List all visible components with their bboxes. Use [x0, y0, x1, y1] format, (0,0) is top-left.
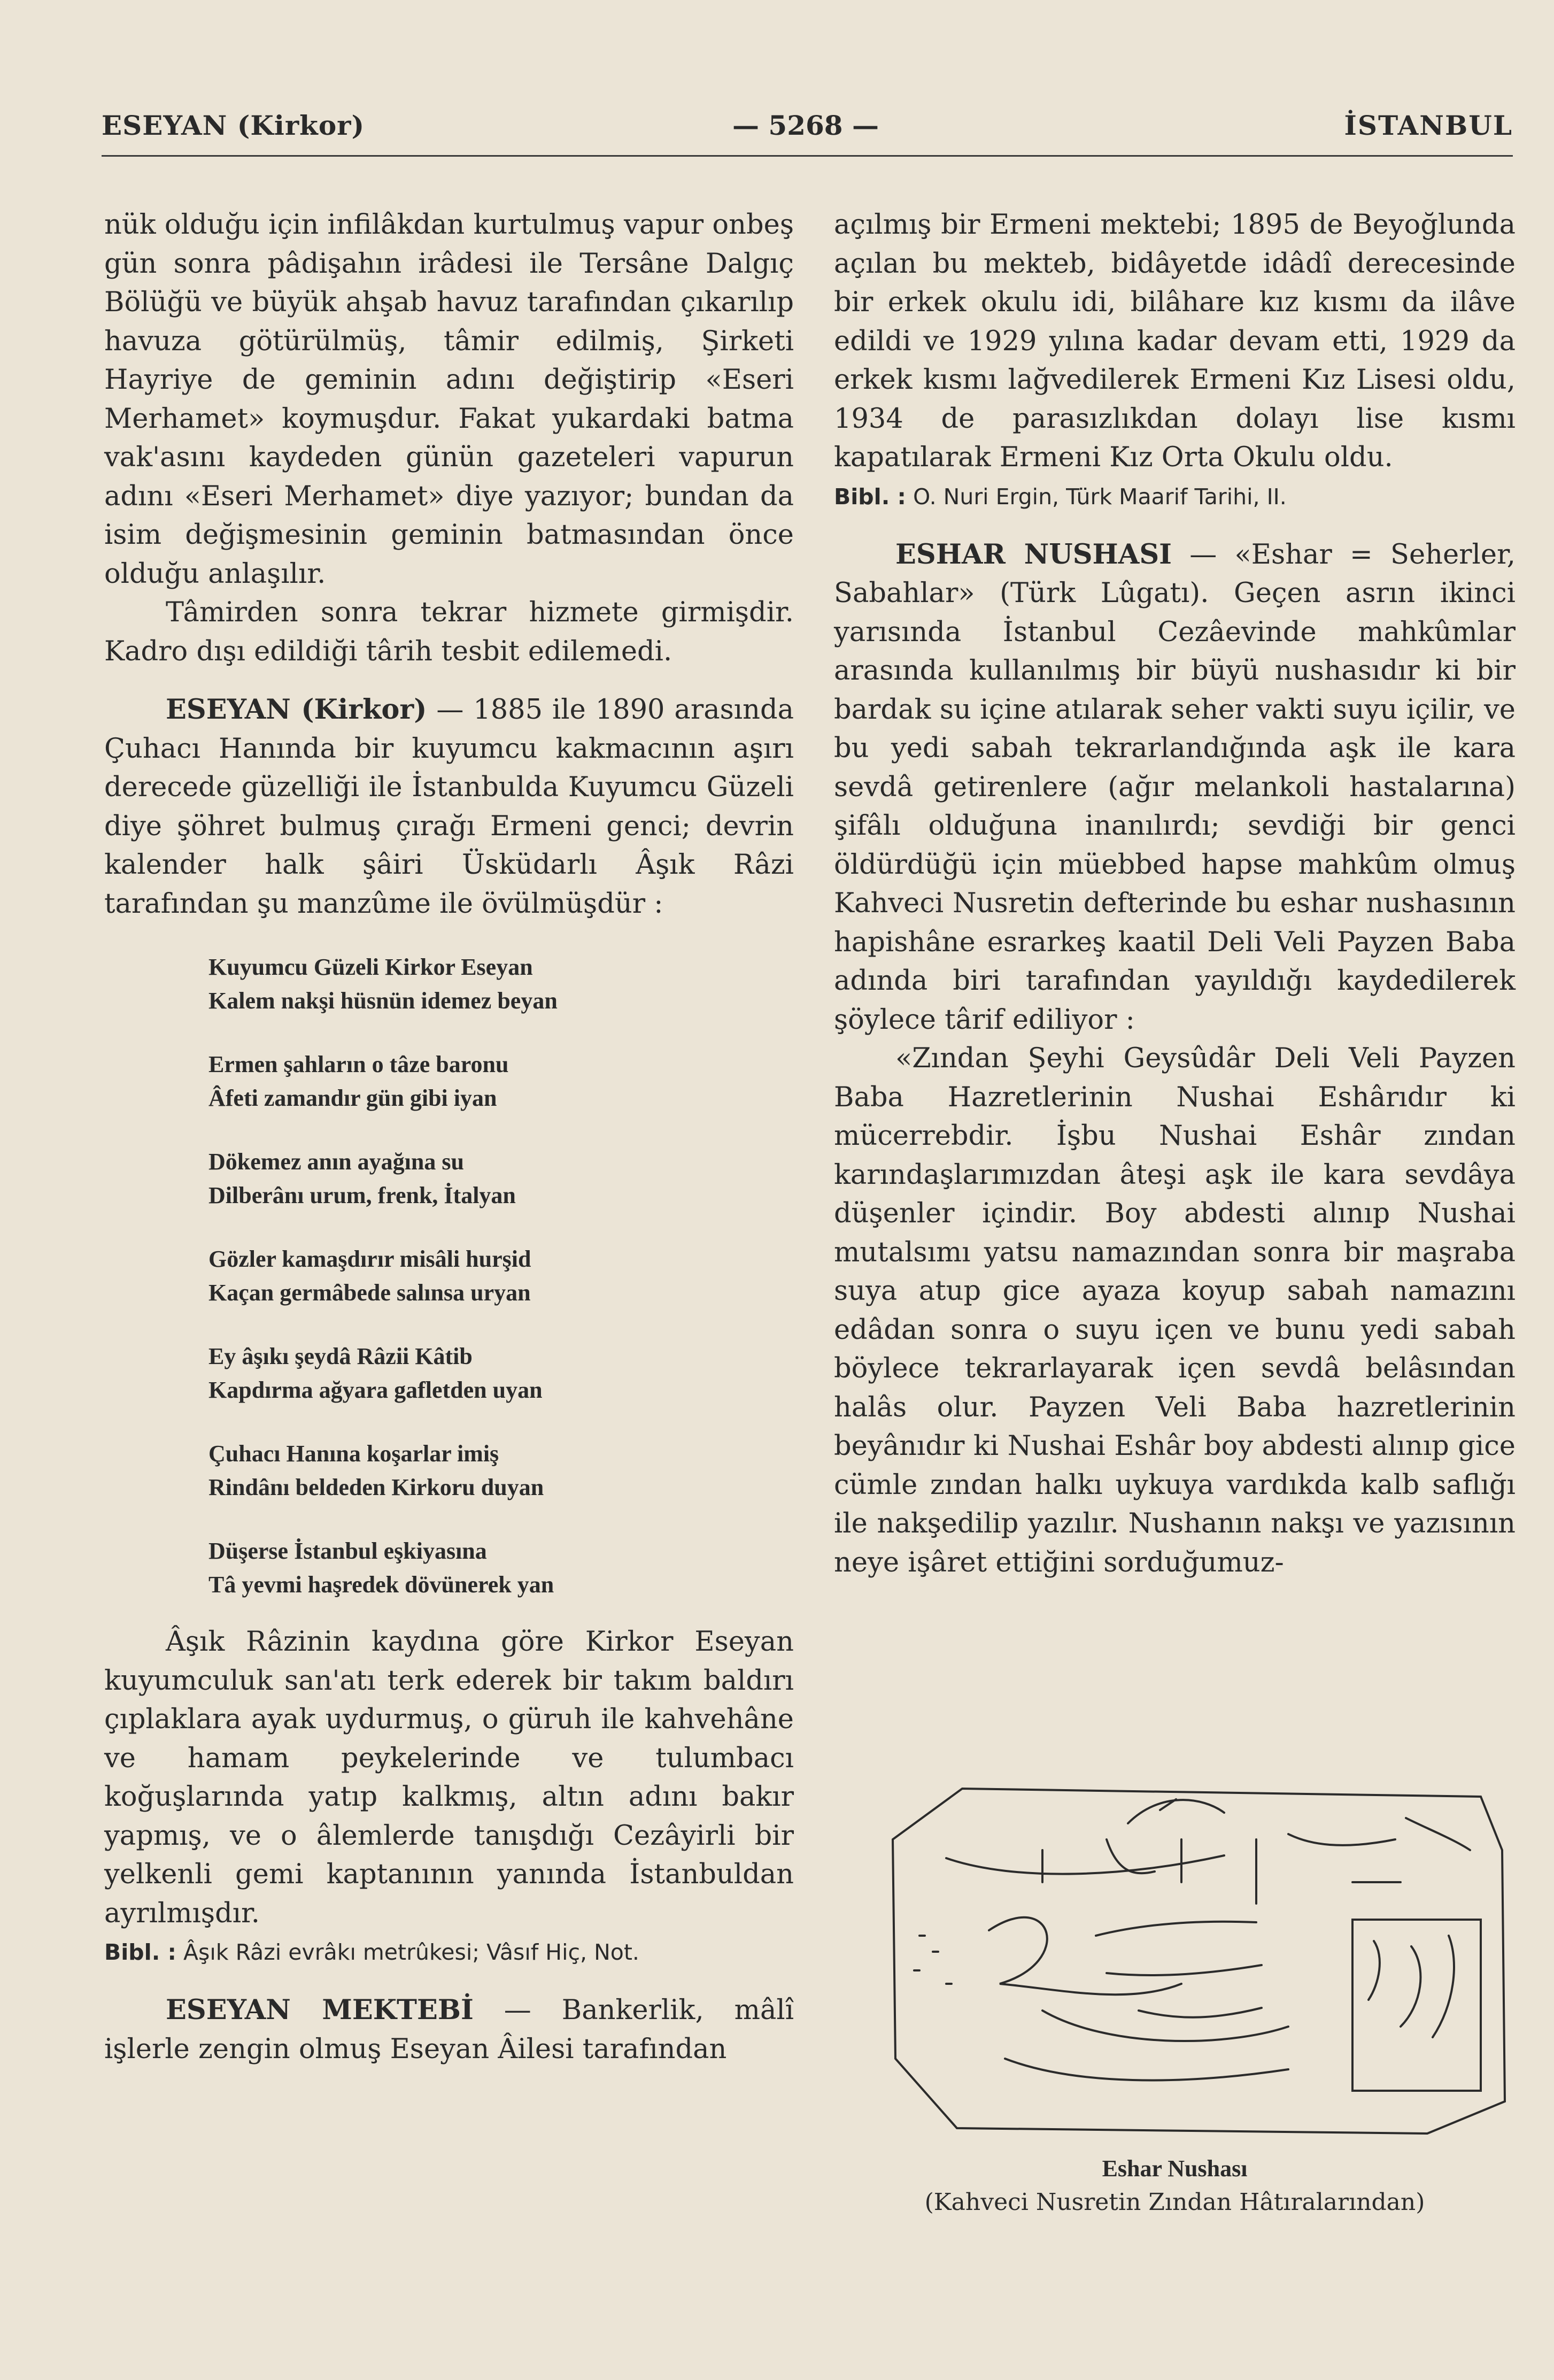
left-dots	[914, 1936, 952, 1984]
entry-title: ESEYAN MEKTEBİ	[166, 1994, 474, 2026]
frame-outline	[893, 1789, 1505, 2133]
quotation: «Zından Şeyhi Geysûdâr Deli Veli Payzen Baba Hazretlerinin Nushai Eshârıdır ki mücerrebdir. İşbu Nushai Eshâr zından karındaşlarımızdan âteşi aşk ile kara sevdâya düşenler içindir. Boy abdesti alınıp Nushai mutalsımı yatsu namazından sonra bir maşraba suya atup gice ayaza koyup sabah namazını edâdan sonra o suyu içen ve bunu yedi sabah böylece tekrarlayarak içen sevdâ belâsından halâs olur. Payzen Veli Baba hazretlerinin beyânıdır ki Nushai Eshâr boy abdesti alınıp gice cümle zından halkı uykuya vardıkda kalb saflığı ile nakşedilip yazılır. Nushanın nakşı ve yazısının neye işâret ettiğini sorduğumuz-	[834, 1043, 1516, 1578]
poem-line: Çuhacı Hanına koşarlar imiş	[208, 1441, 499, 1467]
figure-caption-source: (Kahveci Nusretin Zından Hâtıralarından)	[924, 2189, 1425, 2216]
poem-stanza	[208, 1047, 794, 1115]
script-hu-mark	[1128, 1799, 1224, 1823]
poem-line: Gözler kamaşdırır misâli hurşid	[208, 1246, 531, 1272]
poem-line: Ermen şahların o tâze baronu	[208, 1051, 509, 1077]
poem-stanza	[208, 1339, 794, 1407]
poem-stanza	[208, 1437, 794, 1504]
script-loops	[989, 1917, 1288, 2081]
bibliography	[834, 477, 1516, 516]
poem-line: Tâ yevmi haşredek dövünerek yan	[208, 1572, 554, 1598]
bibliography-text: Âşık Râzi evrâkı metrûkesi; Vâsıf Hiç, Not.	[183, 1939, 639, 1965]
bibliography-label: Bibl. :	[834, 483, 906, 510]
poem-stanza	[208, 950, 794, 1018]
poem-line: Kalem nakşi hüsnün idemez beyan	[208, 988, 558, 1014]
right-panel-script	[1369, 1936, 1454, 2037]
right-panel	[1352, 1920, 1481, 2091]
poem-line: Âfeti zamandır gün gibi iyan	[208, 1085, 497, 1111]
paragraph-continuation: açılmış bir Ermeni mektebi; 1895 de Beyoğlunda açılan bu mekteb, bidâyetde idâdî derecesinde bir erkek okulu idi, bilâhare kız kısmı da ilâve edildi ve 1929 yılına kadar devam etti, 1929 da erkek kısmı lağvedilerek Ermeni Kız Lisesi oldu, 1934 de parasızlıkdan dolayı lise kısmı kapatılarak Ermeni Kız Orta Okulu oldu.	[834, 209, 1516, 473]
paragraph-continuation: nük olduğu için infilâkdan kurtulmuş vapur onbeş gün sonra pâdişahın irâdesi ile Tersâne Dalgıç Bölüğü ve büyük ahşab havuz tarafından çıkarılıp havuza götürülmüş, tâmir edilmiş, Şirketi Hayriye de geminin adını değiştirip «Eseri Merhamet» koymuşdur. Fakat yukardaki batma vak'asını kaydeden günün gazeteleri vapurun adını «Eseri Merhamet» diye yazıyor; bundan da isim değişmesinin geminin batmasından önce olduğu anlaşılır.	[104, 209, 794, 590]
header-entry-left: ESEYAN (Kirkor)	[102, 110, 365, 141]
entry-eshar-nushasi	[834, 535, 1516, 1040]
entry-eseyan-mektebi	[104, 1991, 794, 2069]
entry-title: ESHAR NUSHASI	[895, 538, 1172, 571]
figure-caption-title: Eshar Nushası	[1102, 2155, 1248, 2182]
poem-line: Kuyumcu Güzeli Kirkor Eseyan	[208, 954, 533, 980]
poem-line: Kapdırma ağyara gafletden uyan	[208, 1377, 543, 1403]
script-shifa-stroke	[1256, 1818, 1470, 1904]
poem-stanza	[208, 1145, 794, 1212]
eshar-nushasi-figure	[882, 1759, 1516, 2144]
poem-stanza	[208, 1534, 794, 1601]
entry-title: ESEYAN (Kirkor)	[166, 694, 427, 726]
poem-line: Ey âşıkı şeydâ Râzii Kâtib	[208, 1343, 473, 1369]
bibliography	[104, 1933, 794, 1971]
header-entry-right: İSTANBUL	[1344, 110, 1513, 141]
script-line	[1096, 1922, 1262, 2017]
poem-line: Düşerse İstanbul eşkiyasına	[208, 1538, 487, 1564]
left-column	[104, 206, 794, 2069]
poem-line: Dökemez anın ayağına su	[208, 1149, 464, 1175]
entry-text: — 1885 ile 1890 arasında Çuhacı Hanında bir kuyumcu kakmacının aşırı derecede güzelliği ile İstanbulda Kuyumcu Güzeli diye şöhret bulmuş çırağı Ermeni genci; devrin kalender halk şâiri Üsküdarlı Âşık Râzi tarafından şu manzûme ile övülmüşdür :	[104, 694, 794, 920]
page-number: — 5268 —	[732, 110, 879, 141]
running-header	[102, 110, 1513, 152]
talisman-drawing	[882, 1759, 1516, 2144]
bibliography-text: O. Nuri Ergin, Türk Maarif Tarihi, II.	[913, 483, 1287, 510]
right-column	[834, 206, 1516, 1582]
script-title-stroke	[946, 1839, 1224, 1882]
poem	[104, 950, 794, 1601]
paragraph: Âşık Râzinin kaydına göre Kirkor Eseyan kuyumculuk san'atı terk ederek bir takım baldırı çıplaklara ayak uydurmuş, o güruh ile kahvehâne ve hamam peykelerinde ve tulumbacı koğuşlarında yatıp kalkmış, altın adını bakır yapmış, ve o âlemlerde tanışdığı Cezâyirli bir yelkenli gemi kaptanının yanında İstanbuldan ayrılmışdır.	[104, 1626, 794, 1929]
poem-line: Rindânı beldeden Kirkoru duyan	[208, 1474, 544, 1500]
entry-eseyan-kirkor	[104, 690, 794, 923]
poem-line: Kaçan germâbede salınsa uryan	[208, 1280, 531, 1306]
poem-stanza	[208, 1242, 794, 1310]
entry-text: — Bankerlik, mâlî işlerle zengin olmuş Eseyan Âilesi tarafından	[104, 1994, 794, 2065]
entry-text: — «Eshar = Seherler, Sabahlar» (Türk Lûgatı). Geçen asrın ikinci yarısında İstanbul Cezâevinde mahkûmlar arasında kullanılmış bir büyü nushasıdır ki bir bardak su içine atılarak seher vakti suyu içilir, ve bu yedi sabah tekrarlandığında aşk ile kara sevdâ getirenlere (ağır melankoli hastalarına) şifâlı olduğuna inanılırdı; sevdiği bir genci öldürdüğü için müebbed hapse mahkûm olmuş Kahveci Nusretin defterinde bu eshar nushasının hapishâne esrarkeş kaatil Deli Veli Payzen Baba adında biri tarafından yayıldığı kaydedilerek şöylece târif ediliyor :	[834, 538, 1516, 1036]
header-rule	[102, 155, 1513, 157]
poem-line: Dilberânı urum, frenk, İtalyan	[208, 1182, 516, 1208]
paragraph: Tâmirden sonra tekrar hizmete girmişdir. Kadro dışı edildiği târih tesbit edilemedi.	[104, 597, 794, 667]
bibliography-label: Bibl. :	[104, 1939, 176, 1965]
